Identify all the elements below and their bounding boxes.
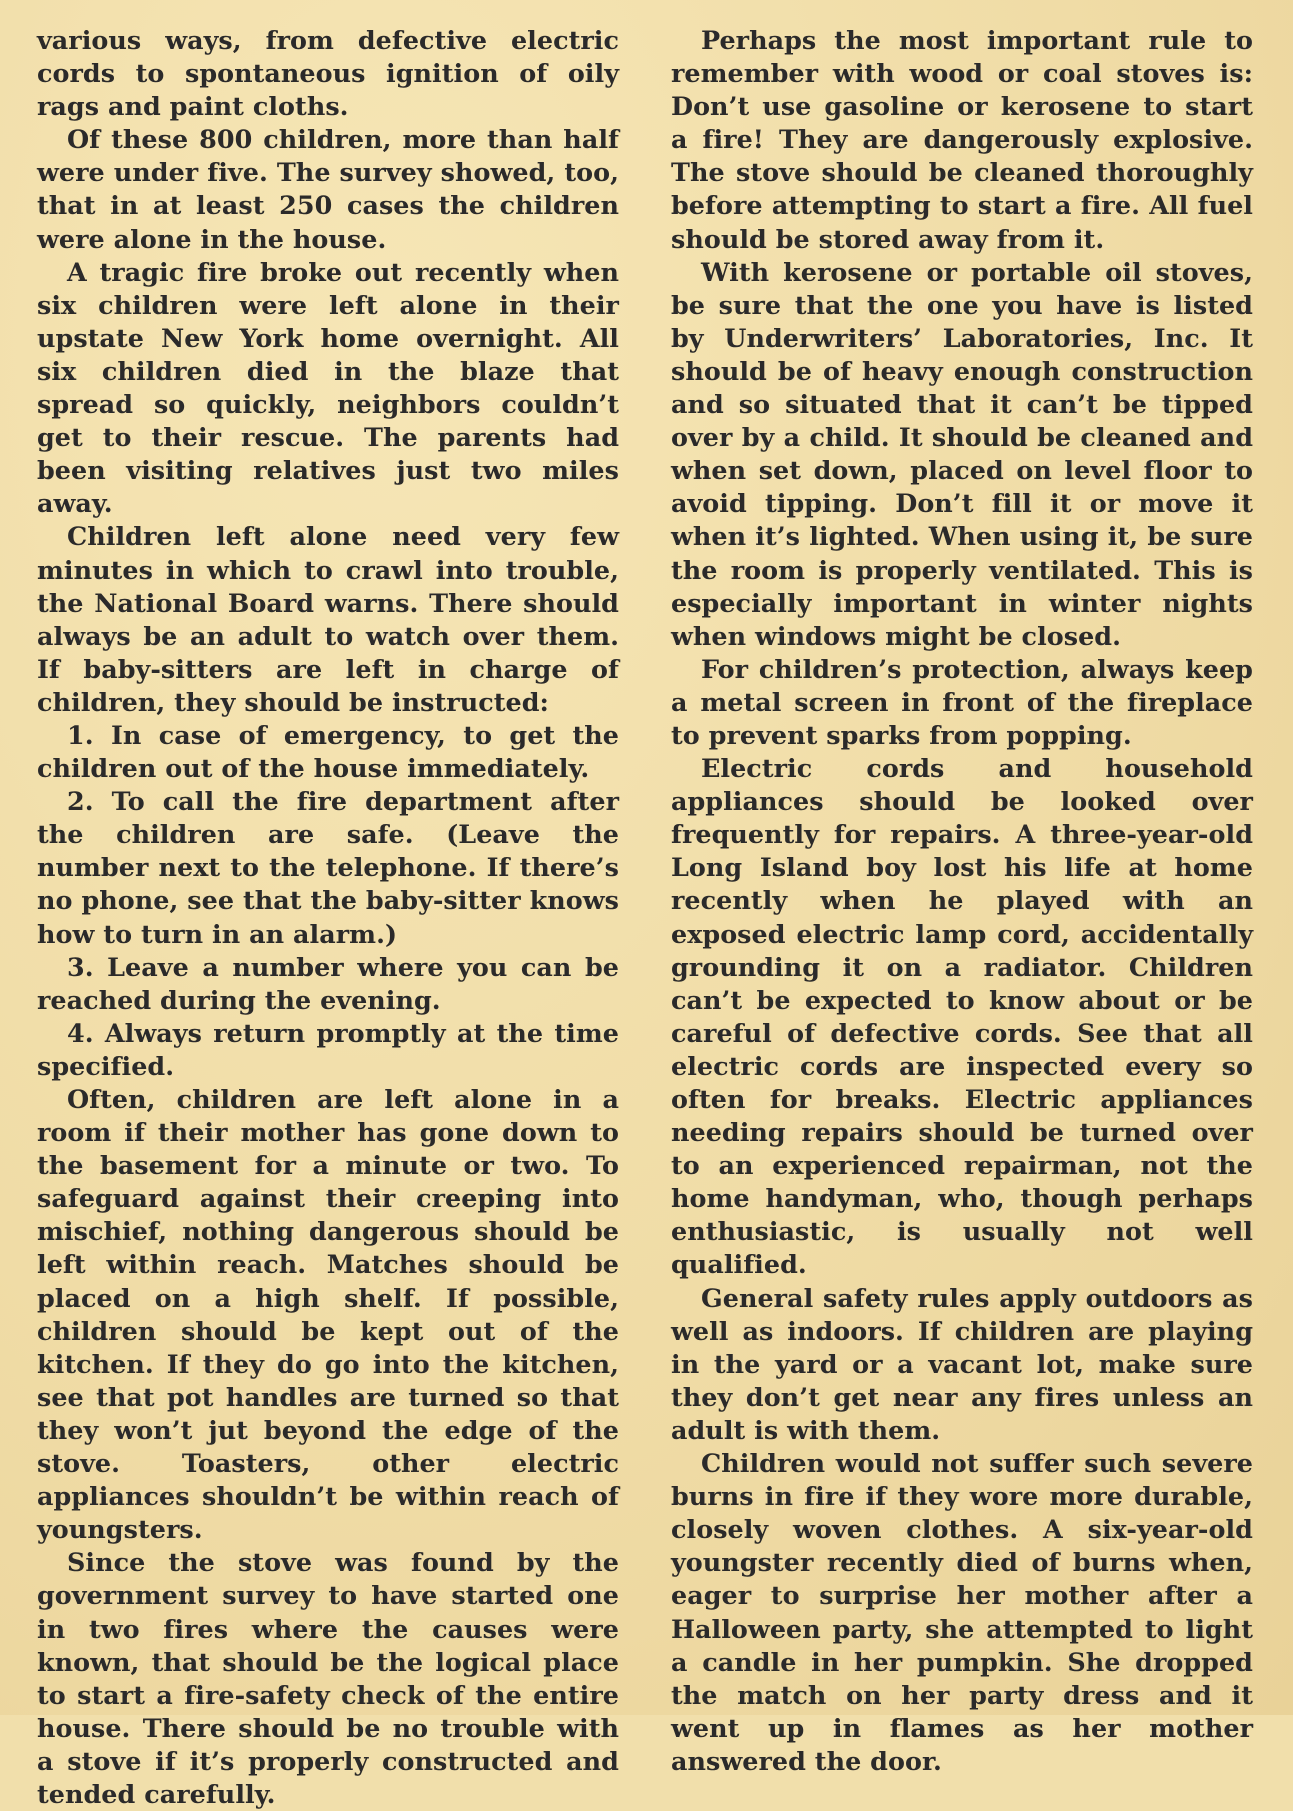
paragraph: With kerosene or portable oil stoves, be sure that the one you have is listed by Underwriters’ Laboratories, Inc. It should be of heavy enough construction and so situated that it can’t be tipped over by a child. It should be cleaned and when set down, placed on level floor to avoid tipping. Don’t fill it or move it when it’s lighted. When using it, be sure the room is properly ventilated. This is especially important in winter nights when windows might be closed. [671,256,1253,651]
left-column [37,24,619,1811]
paragraph: Of these 800 children, more than half were under five. The survey showed, too, that in at least 250 cases the children were alone in the house. [37,124,619,254]
list-item: 3. Leave a number where you can be reached during the evening. [37,951,619,1015]
paragraph: various ways, from defective electric cords to spontaneous ignition of oily rags and paint cloths. [37,25,619,122]
paragraph: Often, children are left alone in a room if their mother has gone down to the basement for a minute or two. To safeguard against their creeping into mischief, nothing dangerous should be left within reach. Matches should be placed on a high shelf. If possible, children should be kept out of the kitchen. If they do go into the kitchen, see that pot handles are turned so that they won’t jut beyond the edge of the stove. Toasters, other electric appliances shouldn’t be within reach of youngsters. [37,1084,619,1545]
list-item: 2. To call the fire department after the children are safe. (Leave the number next to the telephone. If there’s no phone, see that the baby-sitter knows how to turn in an alarm.) [37,786,619,949]
paragraph: For children’s protection, always keep a metal screen in front of the fireplace to prevent sparks from popping. [671,653,1253,750]
paragraph: A tragic fire broke out recently when six children were left alone in their upstate New York home overnight. All six children died in the blaze that spread so quickly, neighbors couldn’t get to their rescue. The parents had been visiting relatives just two miles away. [37,256,619,519]
list-item: 1. In case of emergency, to get the children out of the house immediately. [37,719,619,784]
right-column [671,24,1253,1778]
paragraph: Children left alone need very few minutes in which to crawl into trouble, the National Board warns. There should always be an adult to watch over them. If baby-sitters are left in charge of children, they should be instructed: [37,521,619,717]
paragraph: Electric cords and household appliances should be looked over frequently for repairs. A three-year-old Long Island boy lost his life at home recently when he played with an exposed electric lamp cord, accidentally grounding it on a radiator. Children can’t be expected to know about or be careful of defective cords. See that all electric cords are inspected every so often for breaks. Electric appliances needing repairs should be turned over to an experienced repairman, not the home handyman, who, though perhaps enthusiastic, is usually not well qualified. [671,753,1253,1280]
paragraph: Since the stove was found by the government survey to have started one in two fires where the causes were known, that should be the logical place to start a fire-safety check of the entire house. There should be no trouble with a stove if it’s properly constructed and tended carefully. [37,1547,619,1809]
paragraph: General safety rules apply outdoors as well as indoors. If children are playing in the yard or a vacant lot, make sure they don’t get near any fires unless an adult is with them. [671,1282,1253,1445]
paragraph: Perhaps the most important rule to remember with wood or coal stoves is: Don’t use gasoline or kerosene to start a fire! They are dangerously explosive. The stove should be cleaned thoroughly before attempting to start a fire. All fuel should be stored away from it. [671,25,1253,254]
list-item: 4. Always return promptly at the time specified. [37,1017,619,1081]
paragraph: Children would not suffer such severe burns in fire if they wore more durable, closely woven clothes. A six-year-old youngster recently died of burns when, eager to surprise her mother after a Halloween party, she attempted to light a candle in her pumpkin. She dropped the match on her party dress and it went up in flames as her mother answered the door. [671,1448,1253,1776]
